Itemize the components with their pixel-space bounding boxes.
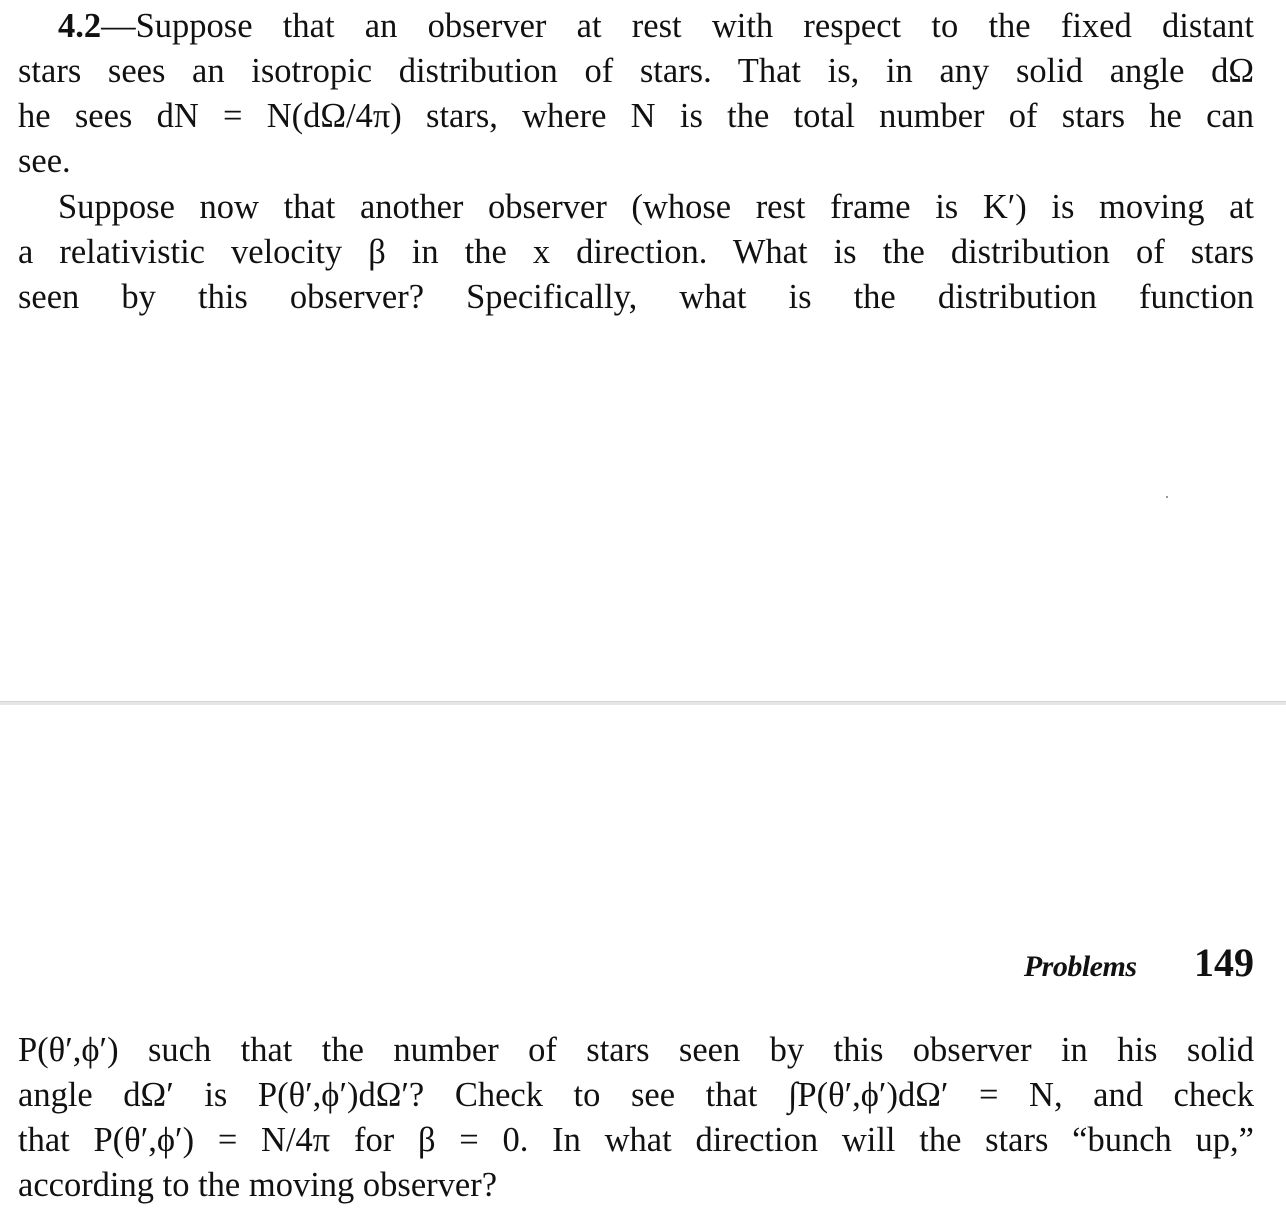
paragraph-line: according to the moving observer?: [18, 1166, 498, 1204]
paragraph-line: Suppose now that another observer (whose rest frame is K′) is moving at: [58, 188, 1254, 226]
problem-paragraph-1: [18, 4, 1254, 184]
paragraph-line: angle dΩ′ is P(θ′,ϕ′)dΩ′? Check to see that ∫P(θ′,ϕ′)dΩ′ = N, and check: [18, 1076, 1254, 1114]
paragraph-line: 4.2—Suppose that an observer at rest with respect to the fixed distant: [58, 7, 1254, 45]
page-bottom: [0, 706, 1286, 1218]
problem-continuation: [18, 1028, 1254, 1208]
paragraph-line: a relativistic velocity β in the x direction. What is the distribution of stars: [18, 233, 1254, 271]
paragraph-line: that P(θ′,ϕ′) = N/4π for β = 0. In what direction will the stars “bunch up,”: [18, 1121, 1254, 1159]
paragraph-line: he sees dN = N(dΩ/4π) stars, where N is the total number of stars he can: [18, 97, 1254, 135]
page-number: 149: [1194, 940, 1254, 985]
problem-number: 4.2: [58, 7, 102, 45]
running-title: Problems: [1023, 950, 1137, 983]
paragraph-line: seen by this observer? Specifically, what is the distribution function: [18, 278, 1254, 316]
paragraph-line: see.: [18, 142, 71, 180]
running-head: [1024, 939, 1254, 986]
scan-speck: [1166, 496, 1168, 498]
page-divider: [0, 701, 1286, 705]
paragraph-line: P(θ′,ϕ′) such that the number of stars seen by this observer in his solid: [18, 1031, 1254, 1069]
problem-paragraph-2: [18, 185, 1254, 320]
paragraph-line: stars sees an isotropic distribution of stars. That is, in any solid angle dΩ: [18, 52, 1254, 90]
